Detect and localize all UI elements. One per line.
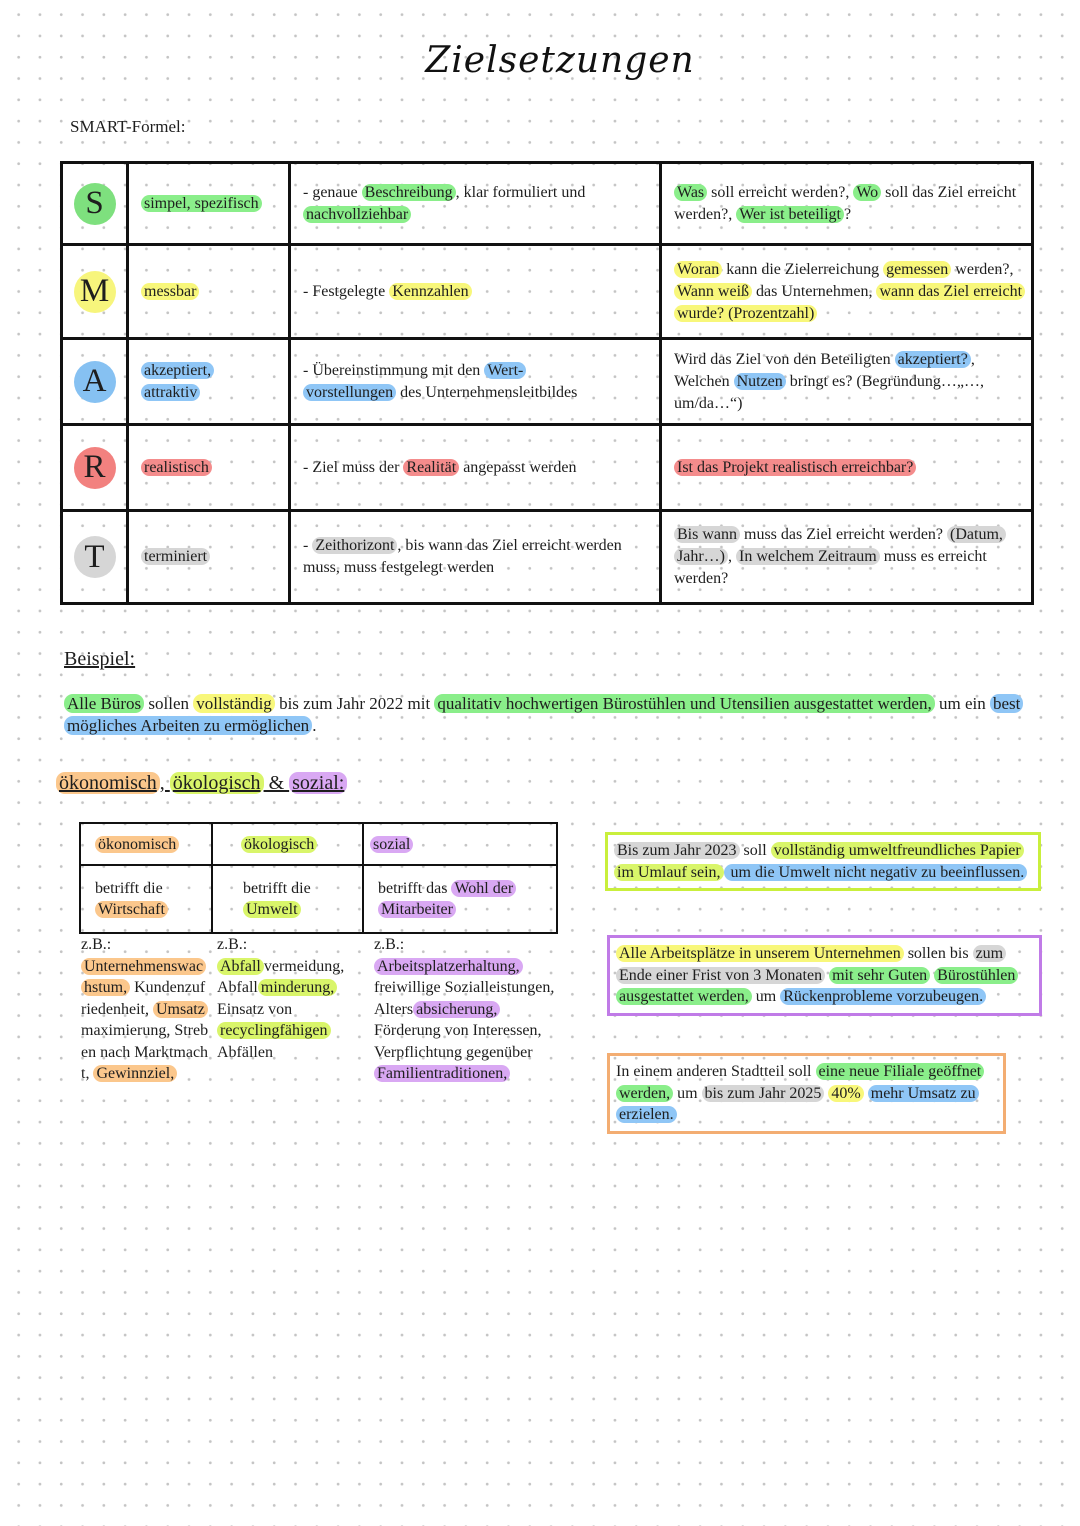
- desc-a: - Übereinstimmung mit den Wert- vorstellungen des Unternehmensleitbildes: [290, 339, 661, 425]
- smart-row-r: [62, 425, 1033, 511]
- question-a: Wird das Ziel von den Beteiligten akzeptiert? , Welchen Nutzen bringt es? (Begründung…„…, um/da…“): [661, 339, 1033, 425]
- question-m: Woran kann die Zielerreichung gemessen werden?, Wann weiß das Unternehmen, wann das Ziel erreicht wurde? (Prozentzahl): [661, 245, 1033, 339]
- example-text: Alle Büros sollen vollständig bis zum Jahr 2022 mit qualitativ hochwertigen Bürostühlen und Utensilien ausgestattet werden, um ein best mögliches Arbeiten zu ermöglichen .: [64, 693, 1024, 737]
- letter-t-badge: T: [74, 536, 116, 578]
- desc-t: - Zeithorizont , bis wann das Ziel erreicht werden muss, muss festgelegt werden: [290, 511, 661, 604]
- letter-s-badge: S: [74, 183, 116, 225]
- goal-box-economic: In einem anderen Stadtteil soll eine neue Filiale geöffnet werden, um bis zum Jahr 2025 40% mehr Umsatz zu erzielen.: [607, 1053, 1006, 1134]
- col-head-oekologisch: ökologisch: [212, 823, 363, 865]
- term-s: simpel, spezifisch: [141, 195, 262, 212]
- examples-sozial: z.B.: Arbeitsplatzerhaltung, freiwillige Sozialleistungen, Alters absicherung, Förderung von Interessen, Verpflichtung gegenüber Familientraditionen,: [374, 936, 555, 1082]
- term-a-2: attraktiv: [141, 384, 200, 401]
- def-sozial: betrifft das Wohl der Mitarbeiter: [363, 865, 557, 933]
- col-head-sozial: sozial: [363, 823, 557, 865]
- term-a-1: akzeptiert,: [141, 362, 214, 379]
- smart-row-a: [62, 339, 1033, 425]
- example-heading: Beispiel:: [64, 648, 136, 670]
- term-t: terminiert: [141, 548, 210, 565]
- term-m: messbar: [141, 283, 199, 300]
- question-r: Ist das Projekt realistisch erreichbar?: [661, 425, 1033, 511]
- letter-m-badge: M: [74, 271, 116, 313]
- letter-a-badge: A: [74, 361, 116, 403]
- desc-s: - genaue Beschreibung , klar formuliert und nachvollziehbar: [290, 163, 661, 245]
- def-oekonomisch: betrifft die Wirtschaft: [80, 865, 212, 933]
- def-oekologisch: betrifft die Umwelt: [212, 865, 363, 933]
- smart-table: [60, 161, 1034, 605]
- goal-box-ecological: Bis zum Jahr 2023 soll vollständig umweltfreundliches Papier im Umlauf sein, um die Umwelt nicht negativ zu beeinflussen.: [605, 832, 1041, 891]
- page-title: Zielsetzungen: [425, 40, 695, 81]
- question-s: Was soll erreicht werden?, Wo soll das Ziel erreicht werden?, Wer ist beteiligt ?: [661, 163, 1033, 245]
- term-r: realistisch: [141, 459, 212, 476]
- desc-r: - Ziel muss der Realität angepasst werden: [290, 425, 661, 511]
- dimensions-table: [79, 822, 558, 934]
- goal-box-social: Alle Arbeitsplätze in unserem Unternehmen sollen bis zum Ende einer Frist von 3 Monaten mit sehr Guten Bürostühlen ausgestattet werden, um Rückenprobleme vorzubeugen.: [607, 935, 1042, 1016]
- desc-m: - Festgelegte Kennzahlen: [290, 245, 661, 339]
- col-head-oekonomisch: ökonomisch: [80, 823, 212, 865]
- letter-r-badge: R: [74, 447, 116, 489]
- sustainability-heading: ökonomisch , ökologisch & sozial:: [56, 772, 347, 795]
- examples-oekologisch: z.B.: Abfall vermeidung, Abfall minderung, Einsatz von recyclingfähigen Abfällen: [217, 936, 345, 1061]
- smart-row-m: [62, 245, 1033, 339]
- examples-oekonomisch: z.B.: Unternehmenswachstum, Kundenzufriedenheit, Umsatzmaximierung, Streben nach Marktmacht, Gewinnziel,: [81, 936, 209, 1082]
- smart-formula-label: SMART-Formel:: [70, 117, 186, 136]
- question-t: Bis wann muss das Ziel erreicht werden? (Datum, Jahr…) , In welchem Zeitraum muss es erreicht werden?: [661, 511, 1033, 604]
- smart-row-t: [62, 511, 1033, 604]
- smart-row-s: [62, 163, 1033, 245]
